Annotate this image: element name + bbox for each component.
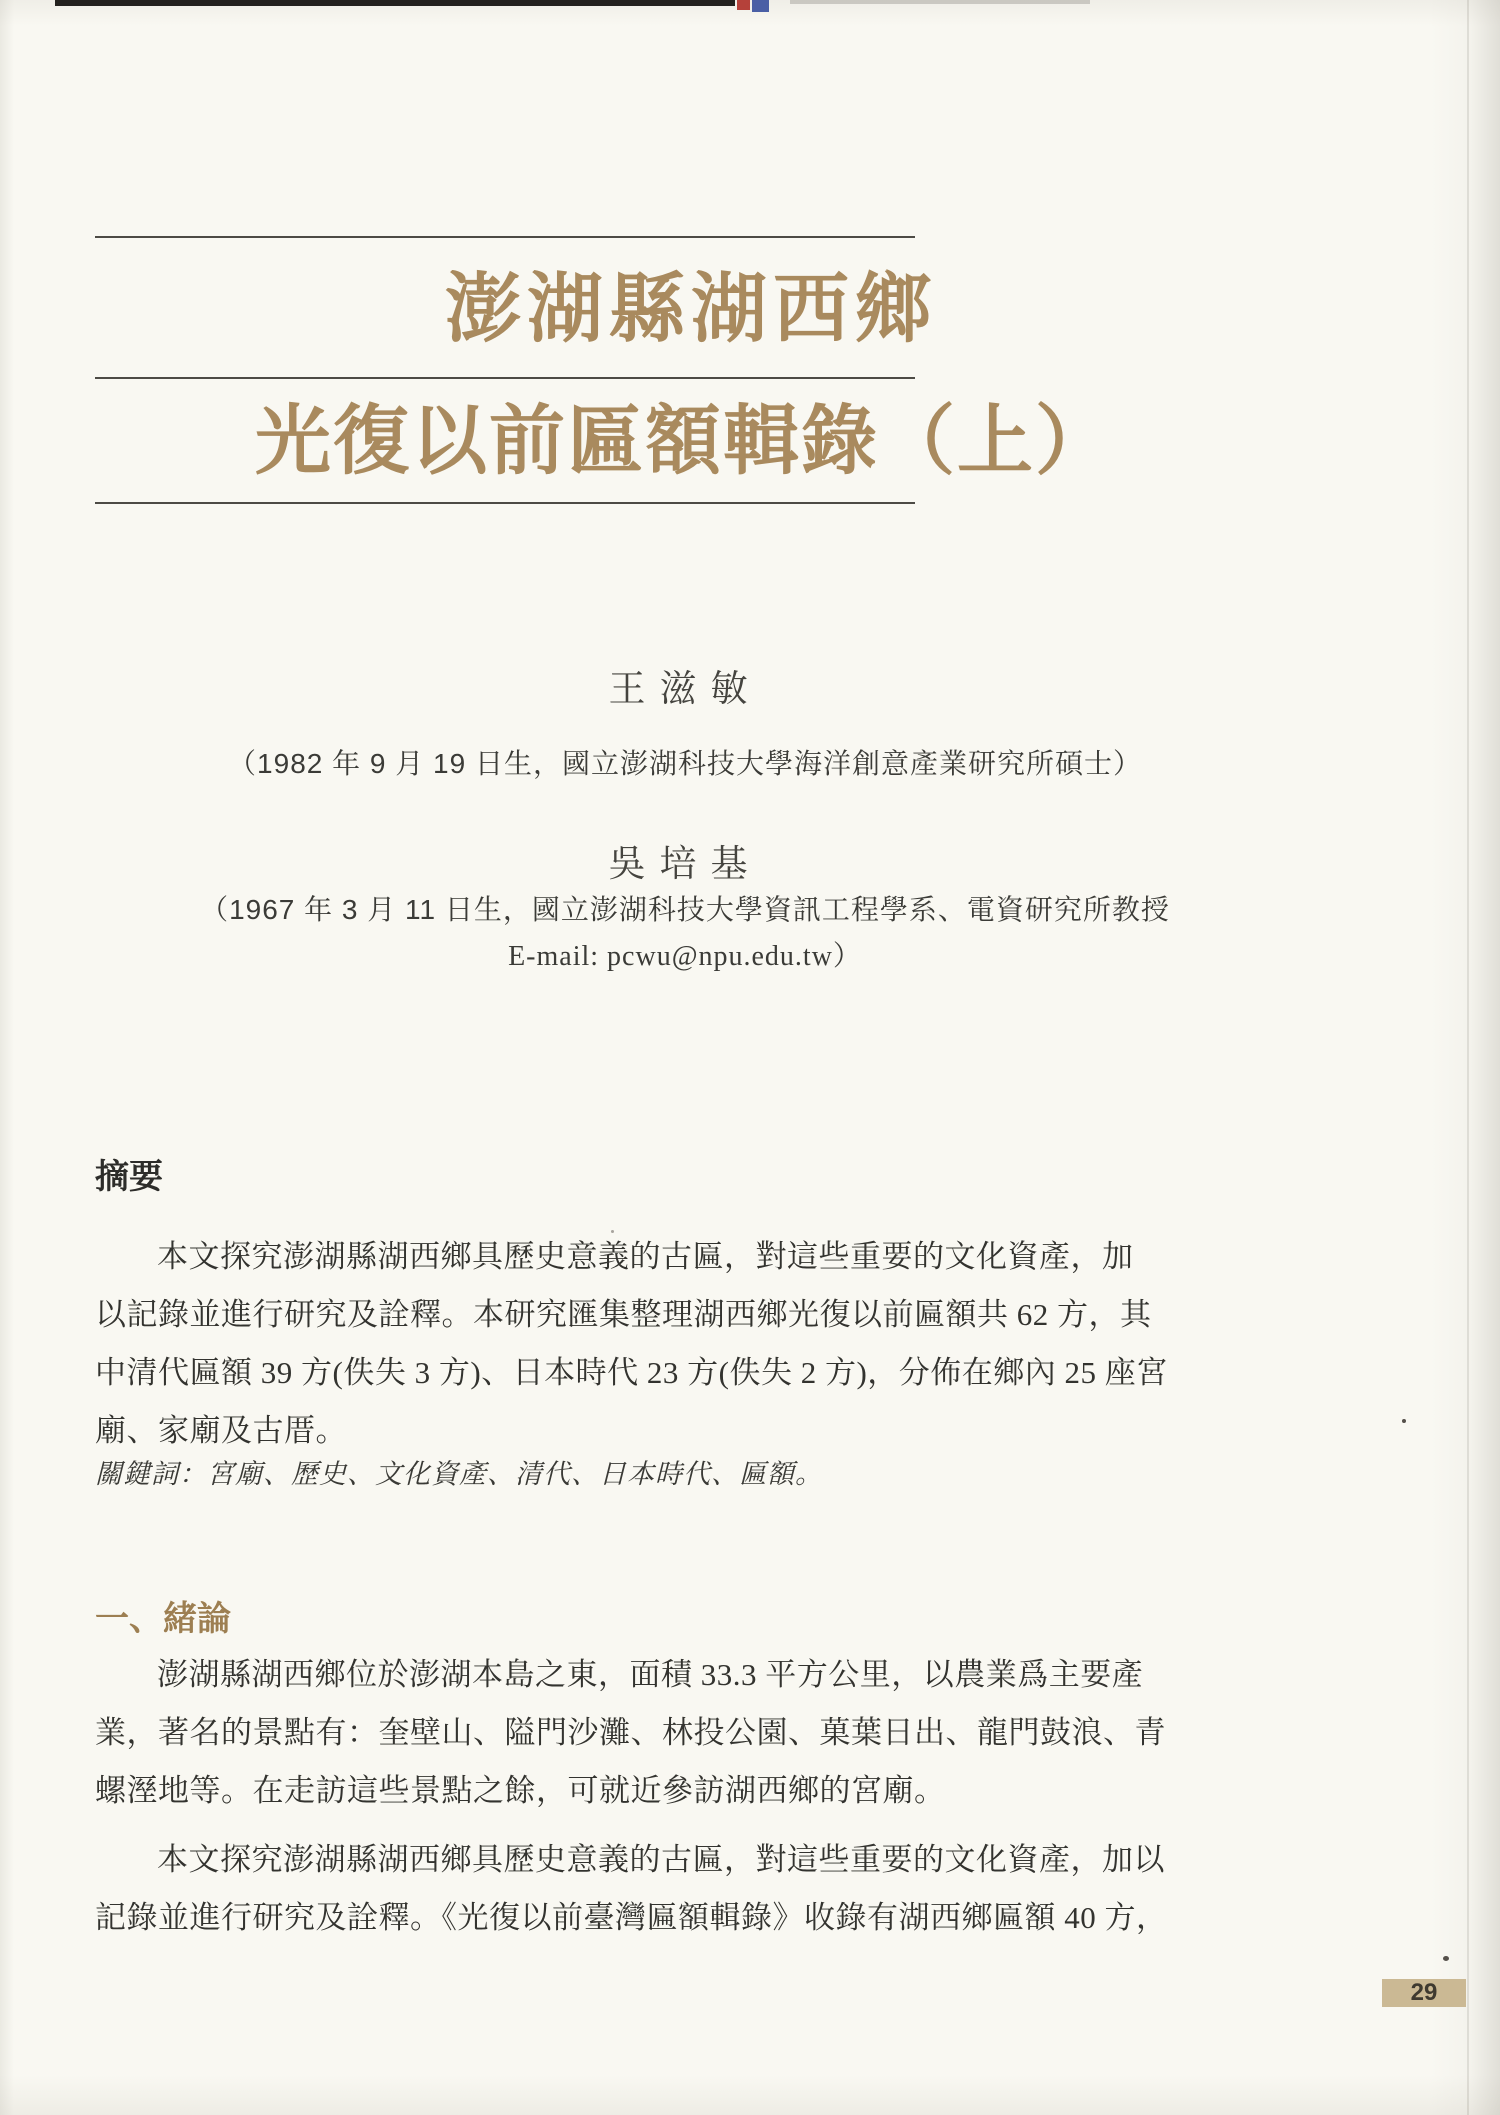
author-2-name: 吳培基 bbox=[608, 844, 762, 885]
scan-artifact-top-dark bbox=[55, 0, 735, 6]
scan-speck bbox=[611, 1230, 614, 1233]
abstract-line-3: 中清代匾額 39 方(佚失 3 方)、日本時代 23 方(佚失 2 方)，分佈在鄉內 25 座宮 bbox=[95, 1355, 1168, 1390]
abstract-line-4: 廟、家廟及古厝。 bbox=[95, 1413, 347, 1448]
section-1-para-1-line-3: 螺溼地等。在走訪這些景點之餘，可就近參訪湖西鄉的宮廟。 bbox=[95, 1773, 946, 1808]
title-rule-top bbox=[95, 236, 915, 238]
page-number-badge: 29 bbox=[1382, 1979, 1466, 2007]
scan-speck bbox=[1443, 1956, 1449, 1961]
scan-crease-right bbox=[1467, 0, 1469, 2115]
abstract-line-2: 以記錄並進行研究及詮釋。本研究匯集整理湖西鄉光復以前匾額共 62 方，其 bbox=[95, 1297, 1152, 1332]
section-1-para-2-line-2: 記錄並進行研究及詮釋。《光復以前臺灣匾額輯錄》收錄有湖西鄉匾額 40 方， bbox=[95, 1900, 1168, 1935]
section-1-para-2-line-1: 本文探究澎湖縣湖西鄉具歷史意義的古匾，對這些重要的文化資產，加以 bbox=[157, 1842, 1165, 1877]
abstract-line-1: 本文探究澎湖縣湖西鄉具歷史意義的古匾，對這些重要的文化資產，加 bbox=[157, 1239, 1134, 1274]
section-1-para-1-line-1: 澎湖縣湖西鄉位於澎湖本島之東，面積 33.3 平方公里，以農業爲主要產 bbox=[157, 1657, 1144, 1692]
author-1-name: 王滋敏 bbox=[608, 669, 762, 710]
author-2-email: E-mail: pcwu@npu.edu.tw） bbox=[508, 941, 862, 972]
abstract-heading: 摘要 bbox=[95, 1158, 163, 1196]
section-1-para-1-line-2: 業，著名的景點有：奎壁山、隘門沙灘、林投公園、菓葉日出、龍門鼓浪、青 bbox=[95, 1715, 1166, 1750]
scan-artifact-blue bbox=[752, 0, 769, 12]
author-1-affiliation: （1982 年 9 月 19 日生，國立澎湖科技大學海洋創意產業研究所碩士） bbox=[228, 748, 1142, 779]
keywords-line: 關鍵詞：宮廟、歷史、文化資產、清代、日本時代、匾額。 bbox=[95, 1459, 823, 1489]
title-rule-bottom bbox=[95, 502, 915, 504]
section-1-heading: 一、緒論 bbox=[95, 1600, 231, 1638]
scan-artifact-gray bbox=[790, 0, 1090, 4]
scan-artifact-red bbox=[737, 0, 750, 10]
article-title-line2: 光復以前匾額輯錄（上） bbox=[255, 400, 1113, 484]
title-rule-middle bbox=[95, 377, 915, 379]
author-2-affiliation: （1967 年 3 月 11 日生，國立澎湖科技大學資訊工程學系、電資研究所教授 bbox=[200, 894, 1170, 925]
scan-speck bbox=[1402, 1419, 1406, 1423]
article-title-line1: 澎湖縣湖西鄉 bbox=[445, 268, 937, 352]
